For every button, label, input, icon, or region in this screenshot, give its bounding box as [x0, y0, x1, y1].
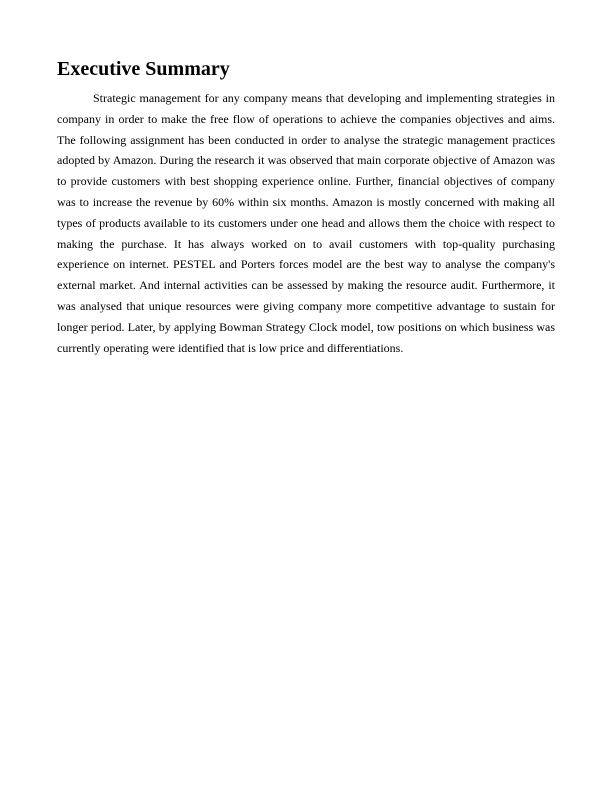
section-heading: Executive Summary	[57, 58, 230, 80]
summary-paragraph: Strategic management for any company means that developing and implementing strategies in company in order to make the free flow of operations to achieve the companies objectives and aims. The following assignment has been conducted in order to analyse the strategic management practices adopted by Amazon. During the research it was observed that main corporate objective of Amazon was to provide customers with best shopping experience online. Further, financial objectives of company was to increase the revenue by 60% within six months. Amazon is mostly concerned with making all types of products available to its customers under one head and allows them the choice with respect to making the purchase. It has always worked on to avail customers with top-quality purchasing experience on internet. PESTEL and Porters forces model are the best way to analyse the company's external market. And internal activities can be assessed by making the resource audit. Furthermore, it was analysed that unique resources were giving company more competitive advantage to sustain for longer period. Later, by applying Bowman Strategy Clock model, tow positions on which business was currently operating were identified that is low price and differentiations.	[57, 91, 555, 355]
